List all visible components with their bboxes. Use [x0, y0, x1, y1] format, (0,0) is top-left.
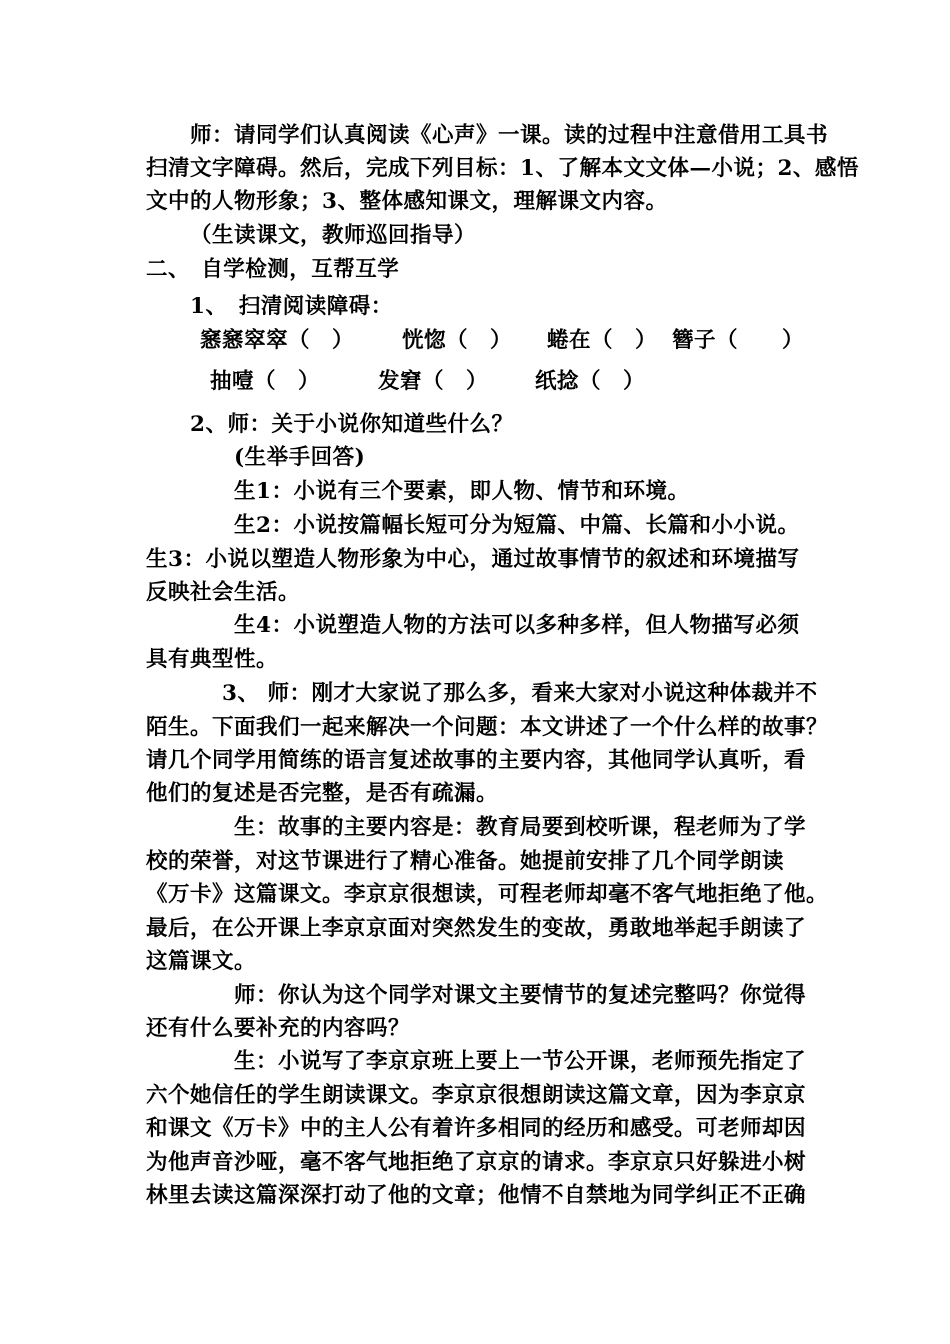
text-line: 六个她信任的学生朗读课文。李京京很想朗读这篇文章，因为李京京	[146, 1083, 807, 1108]
text-line: (生举手回答)	[234, 445, 366, 470]
text-line: 生：小说写了李京京班上要上一节公开课，老师预先指定了	[234, 1049, 807, 1074]
vocab-item: 抽噎（ ）	[210, 369, 321, 394]
text-line: 林里去读这篇深深打动了他的文章；他情不自禁地为同学纠正不正确	[146, 1183, 807, 1208]
text-line: 他们的复述是否完整，是否有疏漏。	[146, 781, 499, 806]
text-line: 陌生。下面我们一起来解决一个问题：本文讲述了一个什么样的故事？	[146, 715, 829, 740]
vocab-item: 蜷在（ ）	[547, 328, 658, 353]
vocab-item: 纸捻（ ）	[535, 369, 646, 394]
section-heading: 二、 自学检测，互帮互学	[146, 257, 400, 282]
text-line: 具有典型性。	[146, 647, 279, 672]
text-line: 请几个同学用简练的语言复述故事的主要内容，其他同学认真听，看	[146, 748, 807, 773]
text-line: 生：故事的主要内容是：教育局要到校听课，程老师为了学	[234, 815, 807, 840]
text-line: 文中的人物形象；3、整体感知课文，理解课文内容。	[146, 189, 668, 214]
text-line: 生1：小说有三个要素，即人物、情节和环境。	[234, 479, 690, 504]
text-line: 最后，在公开课上李京京面对突然发生的变故，勇敢地举起手朗读了	[146, 916, 807, 941]
text-line: 师：你认为这个同学对课文主要情节的复述完整吗？你觉得	[234, 983, 807, 1008]
text-line: 为他声音沙哑，毫不客气地拒绝了京京的请求。李京京只好躲进小树	[146, 1150, 807, 1175]
vocab-item: 发窘（ ）	[378, 369, 489, 394]
text-line: 和课文《万卡》中的主人公有着许多相同的经历和感受。可老师却因	[146, 1116, 807, 1141]
text-line: （生读课文，教师巡回指导）	[190, 223, 477, 248]
subsection-heading: 1、 扫清阅读障碍：	[190, 294, 393, 319]
text-line: 3、 师：刚才大家说了那么多，看来大家对小说这种体裁并不	[222, 681, 818, 706]
text-line: 校的荣誉，对这节课进行了精心准备。她提前安排了几个同学朗读	[146, 849, 785, 874]
vocab-item: 簪子（ ）	[672, 328, 805, 353]
vocab-item: 窸窸窣窣（ ）	[200, 328, 355, 353]
text-line: 还有什么要补充的内容吗？	[146, 1016, 411, 1041]
vocab-item: 恍惚（ ）	[402, 328, 513, 353]
text-line: 反映社会生活。	[146, 580, 301, 605]
text-line: 生3：小说以塑造人物形象为中心，通过故事情节的叙述和环境描写	[146, 547, 800, 572]
text-line: 这篇课文。	[146, 949, 257, 974]
text-line: 2、师：关于小说你知道些什么？	[190, 412, 514, 437]
text-line: 扫清文字障碍。然后，完成下列目标：1、了解本文文体—小说；2、感悟	[146, 156, 859, 181]
text-line: 生4：小说塑造人物的方法可以多种多样，但人物描写必须	[234, 613, 800, 638]
text-line: 《万卡》这篇课文。李京京很想读，可程老师却毫不客气地拒绝了他。	[146, 882, 829, 907]
text-line: 生2：小说按篇幅长短可分为短篇、中篇、长篇和小小说。	[234, 513, 800, 538]
text-line: 师：请同学们认真阅读《心声》一课。读的过程中注意借用工具书	[190, 123, 829, 148]
